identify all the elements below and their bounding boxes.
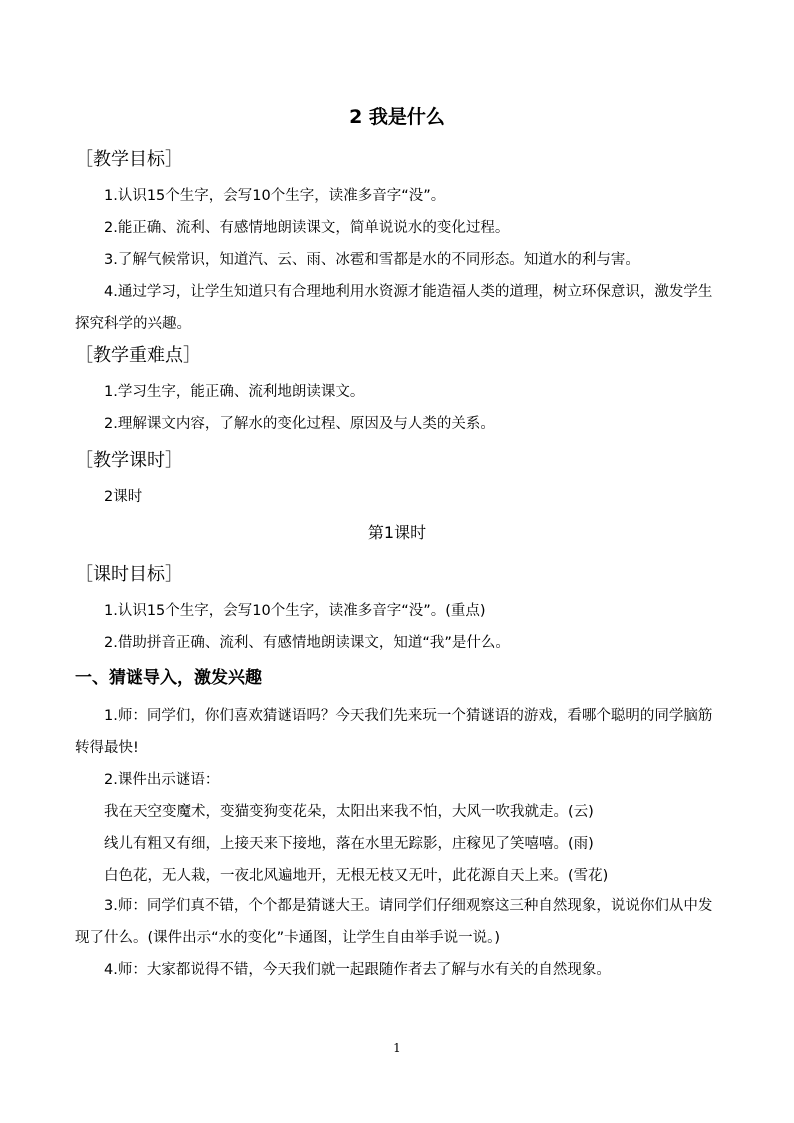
teaching-goal-4: 4.通过学习，让学生知道只有合理地利用水资源才能造福人类的道理，树立环保意识，激发学生探究科学的兴趣。: [75, 284, 713, 332]
part-1-paragraph-2: 2.课件出示谜语：: [104, 772, 220, 788]
lesson-goal-1: 1.认识15个生字，会写10个生字，读准多音字“没”。(重点): [104, 603, 486, 619]
part-1-paragraph-1: 1.师：同学们，你们喜欢猜谜语吗？今天我们先来玩一个猜谜语的游戏，看哪个聪明的同学脑筋转得最快!: [75, 708, 713, 756]
lesson-title: 2 我是什么: [349, 106, 445, 128]
teaching-goal-2: 2.能正确、流利、有感情地朗读课文，简单说说水的变化过程。: [104, 220, 510, 236]
part-1-heading: 一、猜谜导入，激发兴趣: [75, 668, 262, 688]
lesson-1-title: 第1课时: [367, 523, 427, 542]
riddle-1: 我在天空变魔术，变猫变狗变花朵，太阳出来我不怕，大风一吹我就走。(云): [104, 804, 594, 820]
key-points-heading: ［教学重难点］: [75, 345, 201, 366]
riddle-2: 线儿有粗又有细，上接天来下接地，落在水里无踪影，庄稼见了笑嘻嘻。(雨): [104, 836, 594, 852]
lesson-goals-heading: ［课时目标］: [75, 564, 183, 585]
teaching-goals-heading: ［教学目标］: [75, 149, 183, 170]
part-1-paragraph-3: 3.师：同学们真不错，个个都是猜谜大王。请同学们仔细观察这三种自然现象，说说你们从中发现了什么。(课件出示“水的变化”卡通图，让学生自由举手说一说。): [75, 898, 713, 946]
page-number: 1: [393, 1041, 401, 1055]
key-point-2: 2.理解课文内容，了解水的变化过程、原因及与人类的关系。: [104, 416, 495, 432]
teaching-goal-3: 3.了解气候常识，知道汽、云、雨、冰雹和雪都是水的不同形态。知道水的利与害。: [104, 252, 640, 268]
lesson-goal-2: 2.借助拼音正确、流利、有感情地朗读课文，知道“我”是什么。: [104, 635, 510, 651]
riddle-3: 白色花，无人栽，一夜北风遍地开，无根无枝又无叶，此花源自天上来。(雪花): [104, 868, 609, 884]
teaching-hours-heading: ［教学课时］: [75, 450, 183, 471]
part-1-paragraph-4: 4.师：大家都说得不错，今天我们就一起跟随作者去了解与水有关的自然现象。: [104, 962, 611, 978]
teaching-hours-text: 2课时: [104, 489, 143, 505]
teaching-goal-1: 1.认识15个生字，会写10个生字，读准多音字“没”。: [104, 188, 446, 204]
key-point-1: 1.学习生字，能正确、流利地朗读课文。: [104, 384, 365, 400]
